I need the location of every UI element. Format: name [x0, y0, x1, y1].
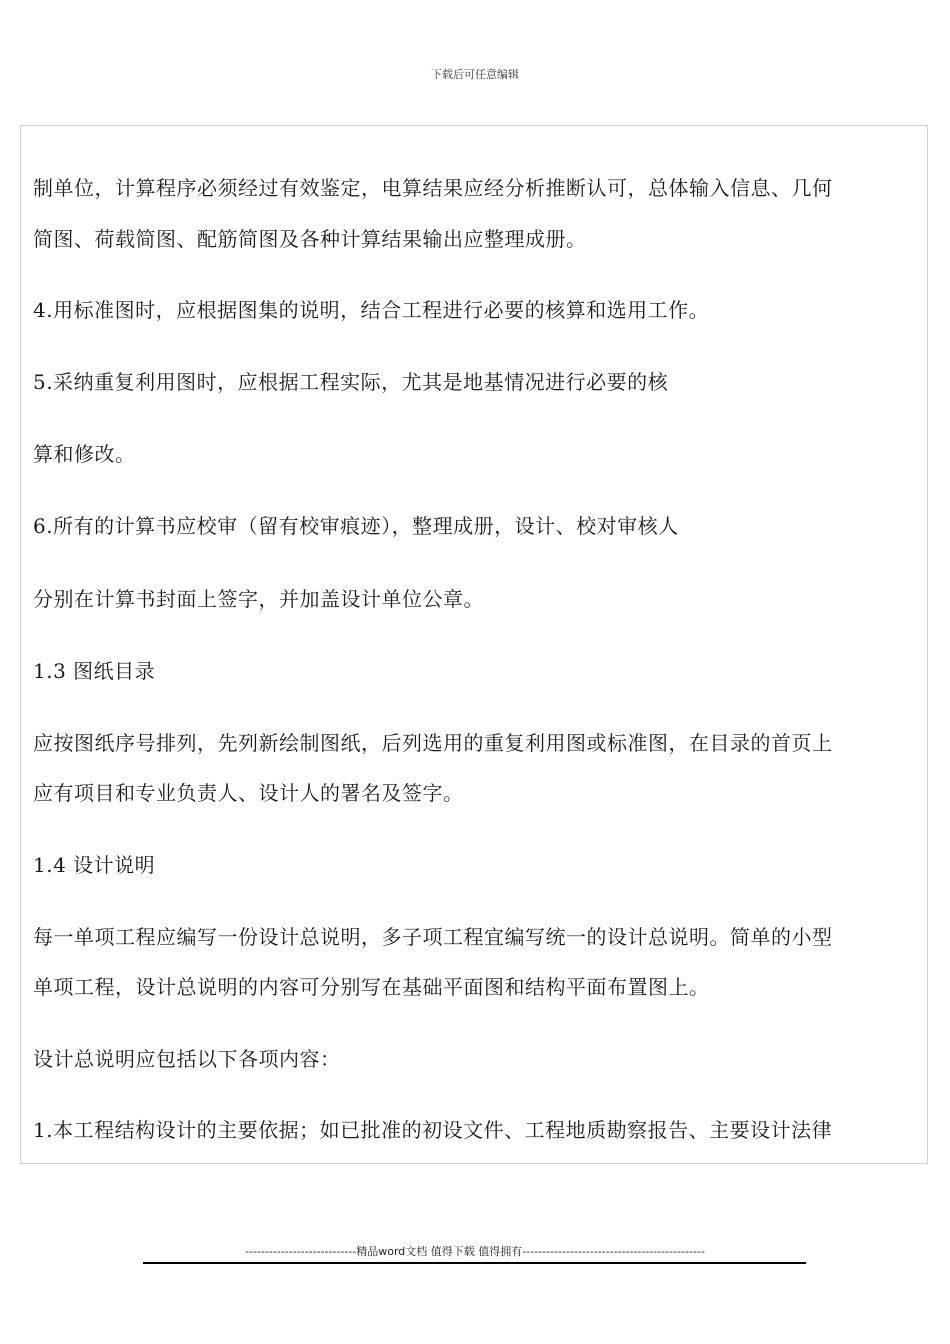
content-frame — [20, 125, 928, 1164]
section-heading-design-notes: 1.4 设计说明 — [33, 853, 156, 877]
text-line: 4.用标准图时，应根据图集的说明，结合工程进行必要的核算和选用工作。 — [33, 298, 710, 322]
page-footer-text: ----------------------------精品word文档 值得下载 值得拥有---------------------------------------------- — [245, 1245, 705, 1258]
text-line: 简图、荷载简图、配筋简图及各种计算结果输出应整理成册。 — [33, 227, 587, 251]
footer-divider — [143, 1262, 806, 1264]
text-line: 6.所有的计算书应校审（留有校审痕迹），整理成册，设计、校对审核人 — [33, 514, 679, 538]
text-line: 制单位，计算程序必须经过有效鉴定，电算结果应经分析推断认可，总体输入信息、几何 — [33, 176, 833, 200]
text-line: 分别在计算书封面上签字，并加盖设计单位公章。 — [33, 587, 484, 611]
text-line: 应有项目和专业负责人、设计人的署名及签字。 — [33, 781, 464, 805]
text-line: 5.采纳重复利用图时，应根据工程实际，尤其是地基情况进行必要的核 — [33, 370, 669, 394]
text-line: 每一单项工程应编写一份设计总说明，多子项工程宜编写统一的设计总说明。简单的小型 — [33, 925, 833, 949]
text-line: 算和修改。 — [33, 442, 136, 466]
text-line: 单项工程，设计总说明的内容可分别写在基础平面图和结构平面布置图上。 — [33, 975, 710, 999]
section-heading-drawing-index: 1.3 图纸目录 — [33, 659, 156, 683]
text-line: 应按图纸序号排列，先列新绘制图纸，后列选用的重复利用图或标准图，在目录的首页上 — [33, 731, 833, 755]
page-header-note: 下载后可任意编辑 — [431, 68, 519, 81]
text-line: 1.本工程结构设计的主要依据；如已批准的初设文件、工程地质勘察报告、主要设计法律 — [33, 1118, 833, 1142]
text-line: 设计总说明应包括以下各项内容： — [33, 1047, 341, 1071]
